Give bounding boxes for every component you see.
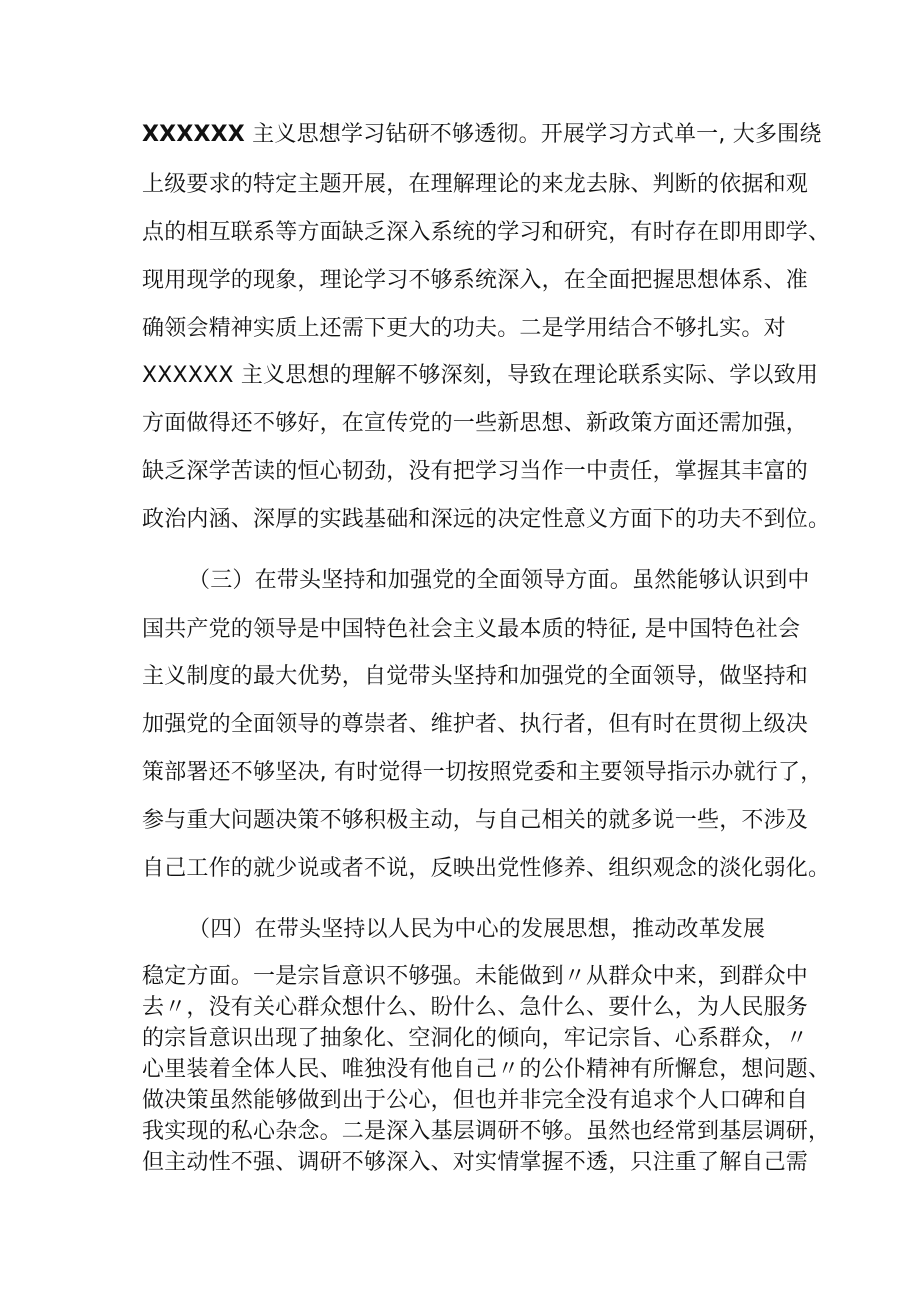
paragraph-line-19: 去〃，没有关心群众想什么、盼什么、急什么、要什么，为人民服务: [142, 995, 809, 1020]
paragraph-line-21: 心里装着全体人民、唯独没有他自己〃的公仆精神有所懈怠，想问题、: [142, 1057, 831, 1082]
line-1-rest: 主义思想学习钻研不够透彻。开展学习方式单一, 大多围绕: [244, 122, 822, 147]
paragraph-line-18: 稳定方面。一是宗旨意识不够强。未能做到〃从群众中来，到群众中: [142, 964, 809, 989]
paragraph-line-23: 我实现的私心杂念。二是深入基层调研不够。虽然也经常到基层调研，: [142, 1119, 831, 1144]
paragraph-line-1: [142, 121, 822, 149]
section-heading-4: （四）在带头坚持以人民为中心的发展思想，推动改革发展: [188, 917, 766, 942]
paragraph-line-3: 点的相互联系等方面缺乏深入系统的学习和研究，有时存在即用即学、: [142, 220, 831, 245]
paragraph-line-7: 方面做得还不够好，在宣传党的一些新思想、新政策方面还需加强，: [142, 411, 809, 436]
section-heading-3: （三）在带头坚持和加强党的全面领导方面。虽然能够认识到中: [188, 568, 810, 593]
paragraph-line-11: 国共产党的领导是中国特色社会主义最本质的特征, 是中国特色社会: [142, 617, 801, 642]
paragraph-line-6: XXXXXX 主义思想的理解不够深刻，导致在理论联系实际、学以致用: [142, 363, 819, 388]
paragraph-line-14: 策部署还不够坚决, 有时觉得一切按照党委和主要领导指示办就行了，: [142, 760, 823, 785]
paragraph-line-9: 政治内涵、深厚的实践基础和深远的决定性意义方面下的功夫不到位。: [142, 507, 831, 532]
redacted-text: XXXXXX: [142, 122, 245, 147]
paragraph-line-15: 参与重大问题决策不够积极主动，与自己相关的就多说一些，不涉及: [142, 808, 809, 833]
paragraph-line-8: 缺乏深学苦读的恒心韧劲，没有把学习当作一中责任，掌握其丰富的: [142, 459, 809, 484]
paragraph-line-2: 上级要求的特定主题开展，在理解理论的来龙去脉、判断的依据和观: [142, 172, 809, 197]
paragraph-line-16: 自己工作的就少说或者不说，反映出党性修养、组织观念的淡化弱化。: [142, 856, 831, 881]
paragraph-line-13: 加强党的全面领导的尊崇者、维护者、执行者，但有时在贯彻上级决: [142, 712, 809, 737]
paragraph-line-20: 的宗旨意识出现了抽象化、空洞化的倾向，牢记宗旨、心系群众，〃: [142, 1026, 809, 1051]
paragraph-line-4: 现用现学的现象，理论学习不够系统深入，在全面把握思想体系、准: [142, 268, 809, 293]
paragraph-line-5: 确领会精神实质上还需下更大的功夫。二是学用结合不够扎实。对: [142, 316, 786, 341]
paragraph-line-12: 主义制度的最大优势，自觉带头坚持和加强党的全面领导，做坚持和: [142, 664, 809, 689]
paragraph-line-24: 但主动性不强、调研不够深入、对实情掌握不透，只注重了解自己需: [142, 1150, 809, 1175]
paragraph-line-22: 做决策虽然能够做到出于公心，但也并非完全没有追求个人口碑和自: [142, 1088, 809, 1113]
